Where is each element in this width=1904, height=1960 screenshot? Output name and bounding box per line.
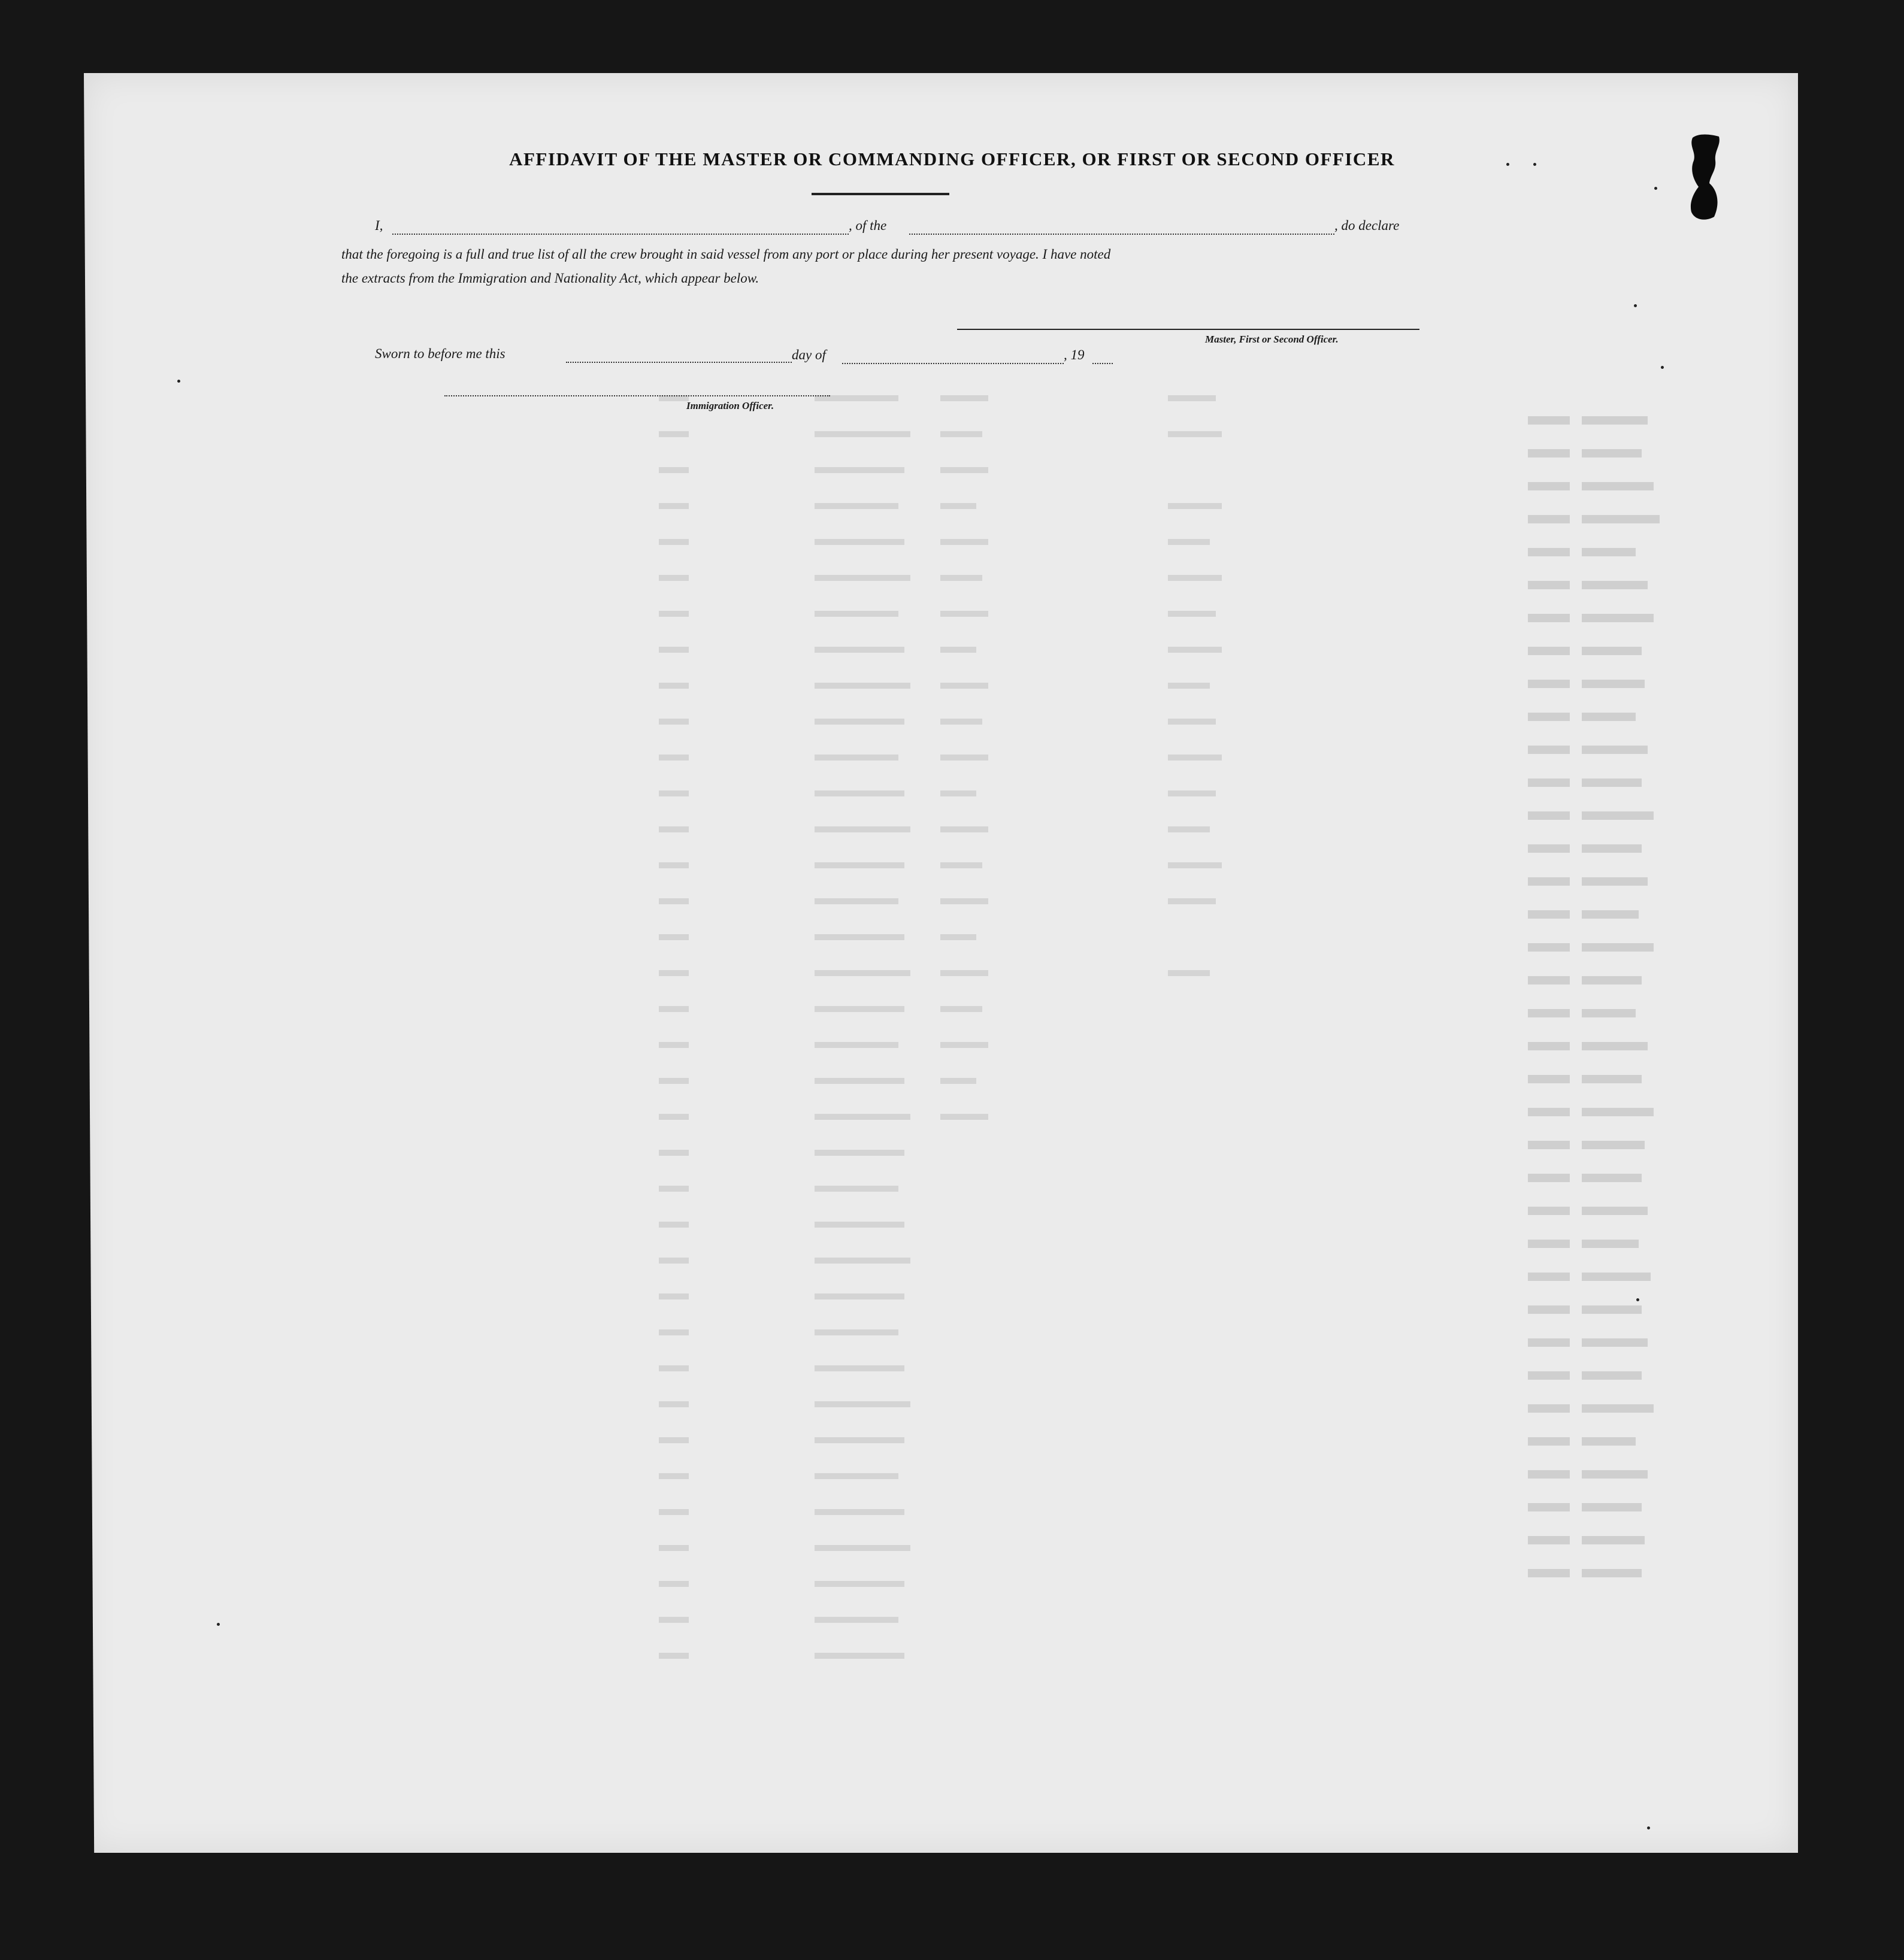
speck [1654, 187, 1657, 190]
master-signature-label: Master, First or Second Officer. [1205, 334, 1339, 345]
ink-smudge [1688, 133, 1724, 223]
sworn-month-field[interactable] [842, 363, 1064, 364]
declare-suffix: , do declare [1334, 218, 1400, 233]
speck [217, 1623, 220, 1626]
speck [1636, 1298, 1639, 1301]
bleed-through-middle [659, 395, 1437, 1743]
sworn-label: Sworn to before me this [375, 346, 505, 361]
bleed-through-marks [1528, 410, 1761, 1665]
speck [177, 380, 180, 383]
bleed-through-right [1509, 377, 1761, 1665]
speck [1533, 163, 1536, 166]
speck [1647, 1826, 1650, 1829]
vessel-name-field[interactable] [909, 234, 1334, 235]
bleed-through-middle-marks [659, 395, 1437, 1743]
speck [1661, 366, 1664, 369]
immigration-officer-signature-line[interactable] [444, 395, 830, 396]
vessel-prefix: , of the [849, 218, 887, 233]
year-prefix-label: , 19 [1064, 347, 1085, 362]
declaration-text-line-2: that the foregoing is a full and true list of all the crew brought in said vessel from any port or place during her present voyage. I have noted [341, 247, 1111, 262]
sworn-year-field[interactable] [1092, 363, 1113, 364]
declarant-prefix: I, [375, 218, 383, 233]
immigration-officer-label: Immigration Officer. [686, 400, 774, 411]
speck [1506, 163, 1509, 166]
title-underline [812, 193, 949, 195]
master-signature-line[interactable] [957, 329, 1419, 330]
affidavit-title: AFFIDAVIT OF THE MASTER OR COMMANDING OFFICER, OR FIRST OR SECOND OFFICER [509, 149, 1395, 169]
day-of-label: day of [792, 347, 826, 362]
ink-smudge-shape [1688, 133, 1724, 223]
speck [1634, 304, 1637, 307]
sworn-day-field[interactable] [566, 362, 792, 363]
declaration-text-line-3: the extracts from the Immigration and Nationality Act, which appear below. [341, 271, 759, 286]
declarant-name-field[interactable] [392, 234, 849, 235]
